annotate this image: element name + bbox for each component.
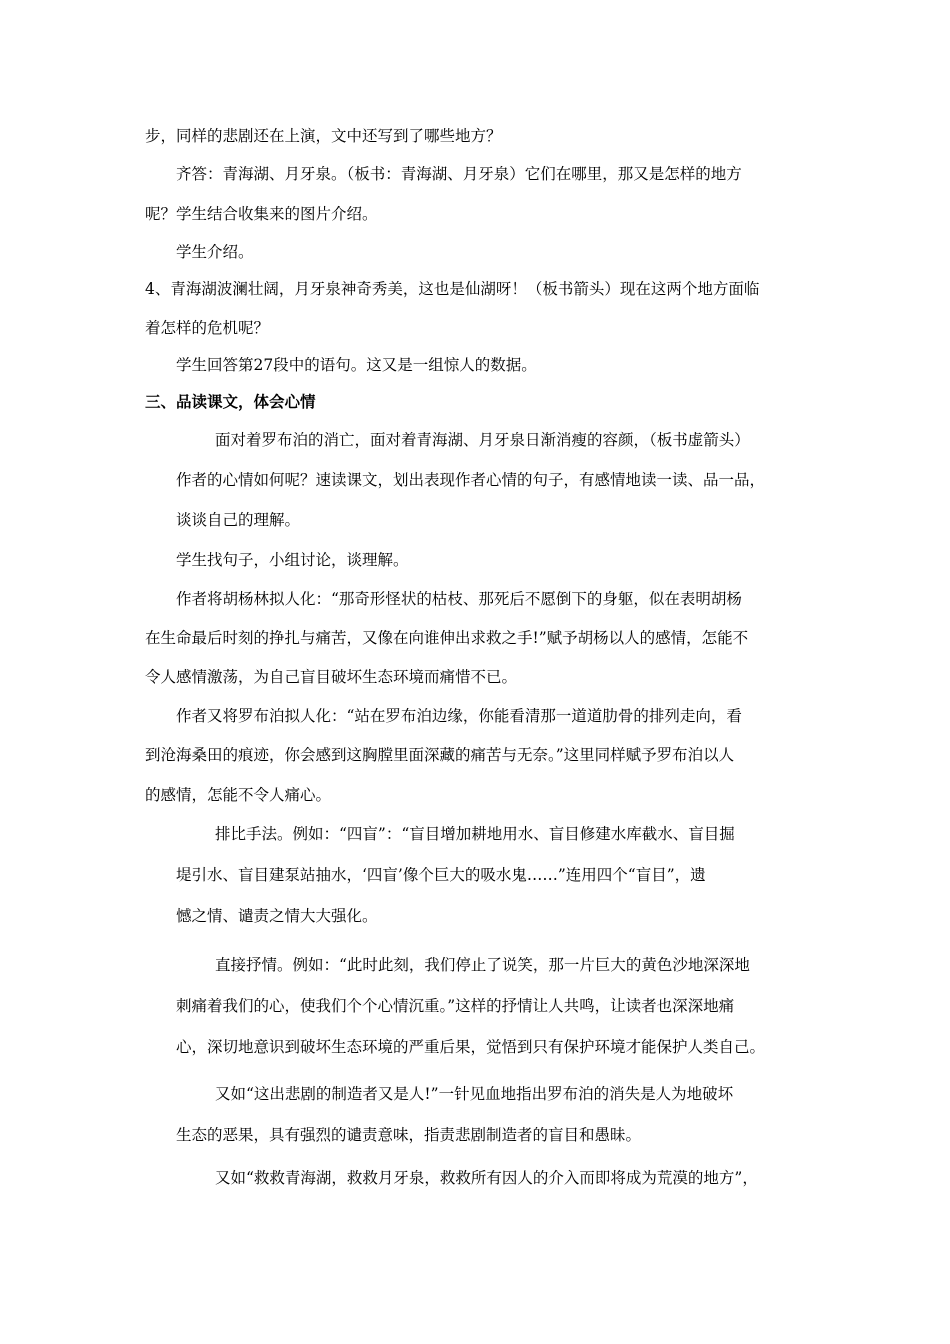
paragraph-line: 呢？学生结合收集来的图片介绍。: [145, 205, 378, 223]
paragraph-line: 学生回答第27段中的语句。这又是一组惊人的数据。: [176, 356, 537, 374]
paragraph-line: 生态的恶果，具有强烈的谴责意味，指责悲剧制造者的盲目和愚昧。: [176, 1126, 642, 1144]
paragraph-line: 刺痛着我们的心，使我们个个心情沉重。”这样的抒情让人共鸣，让读者也深深地痛: [176, 997, 735, 1015]
paragraph-line: 齐答：青海湖、月牙泉。（板书：青海湖、月牙泉）它们在哪里，那又是怎样的地方: [176, 165, 742, 183]
paragraph-line: 心，深切地意识到破坏生态环境的严重后果，觉悟到只有保护环境才能保护人类自己。: [176, 1038, 766, 1056]
paragraph-line: 谈谈自己的理解。: [176, 511, 301, 529]
section-heading: 三、品读课文，体会心情: [145, 393, 316, 411]
paragraph-line: 步，同样的悲剧还在上演，文中还写到了哪些地方？: [145, 127, 502, 145]
paragraph-line: 学生介绍。: [176, 243, 254, 261]
paragraph-line: 面对着罗布泊的消亡，面对着青海湖、月牙泉日渐消瘦的容颜，（板书虚箭头）: [215, 431, 750, 449]
paragraph-line: 堤引水、盲目建泵站抽水，‘四盲’像个巨大的吸水鬼……”连用四个“盲目”，遗: [176, 866, 706, 884]
paragraph-line: 直接抒情。例如：“此时此刻，我们停止了说笑，那一片巨大的黄色沙地深深地: [215, 956, 750, 974]
paragraph-line: 4、青海湖波澜壮阔，月牙泉神奇秀美，这也是仙湖呀！（板书箭头）现在这两个地方面临: [145, 280, 760, 298]
paragraph-line: 作者将胡杨林拟人化：“那奇形怪状的枯枝、那死后不愿倒下的身躯，似在表明胡杨: [176, 590, 742, 608]
paragraph-line: 学生找句子，小组讨论，谈理解。: [176, 551, 409, 569]
paragraph-line: 又如“救救青海湖，救救月牙泉，救救所有因人的介入而即将成为荒漠的地方”，: [215, 1169, 758, 1187]
paragraph-line: 令人感情激荡，为自己盲目破坏生态环境而痛惜不已。: [145, 668, 518, 686]
paragraph-line: 到沧海桑田的痕迹，你会感到这胸膛里面深藏的痛苦与无奈。”这里同样赋予罗布泊以人: [145, 746, 735, 764]
paragraph-line: 又如“这出悲剧的制造者又是人!”一针见血地指出罗布泊的消失是人为地破坏: [215, 1085, 734, 1103]
paragraph-line: 作者又将罗布泊拟人化：“站在罗布泊边缘，你能看清那一道道肋骨的排列走向，看: [176, 707, 742, 725]
paragraph-line: 作者的心情如何呢？速读课文，划出表现作者心情的句子，有感情地读一读、品一品，: [176, 471, 766, 489]
paragraph-line: 着怎样的危机呢？: [145, 319, 270, 337]
paragraph-line: 的感情，怎能不令人痛心。: [145, 786, 332, 804]
paragraph-line: 在生命最后时刻的挣扎与痛苦，又像在向谁伸出求救之手!”赋予胡杨以人的感情，怎能不: [145, 629, 749, 647]
paragraph-line: 憾之情、谴责之情大大强化。: [176, 907, 378, 925]
paragraph-line: 排比手法。例如：“四盲”：“盲目增加耕地用水、盲目修建水库截水、盲目掘: [215, 825, 735, 843]
